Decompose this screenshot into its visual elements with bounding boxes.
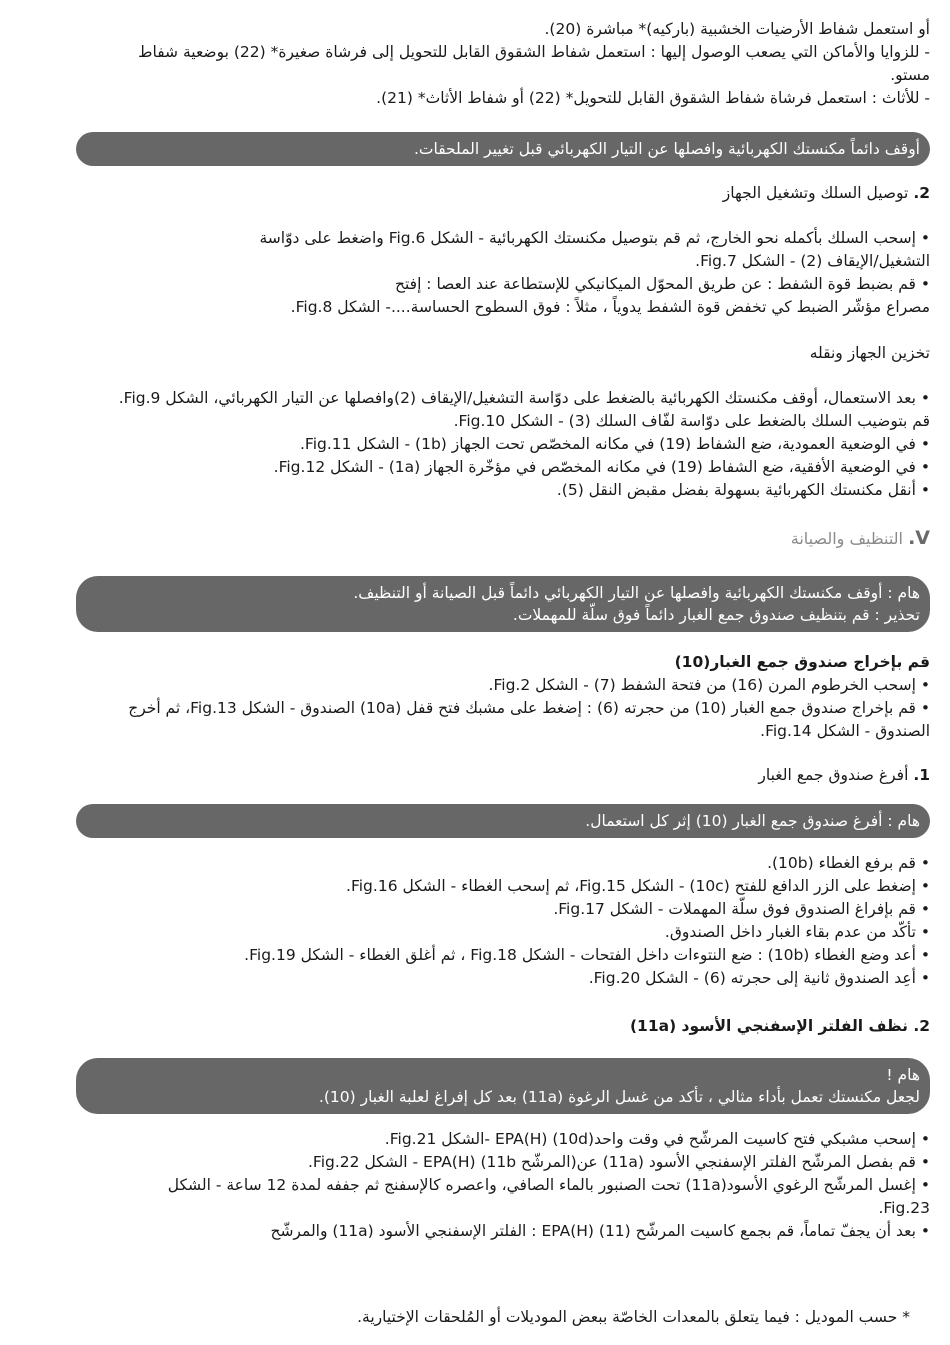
banner-text: هام ! [886, 1066, 920, 1084]
section-heading-cleaning [791, 527, 930, 550]
filter-line: • إسحب مشبكي فتح كاسيت المرشّح في وقت واحد(10d) EPA(H) -الشكل 21.Fig. [384, 1130, 930, 1148]
heading-text: أفرغ صندوق جمع الغبار [758, 766, 909, 784]
heading-empty-box [758, 764, 930, 786]
filter-line: 23.Fig. [878, 1199, 930, 1217]
storage-line: • أنقل مكنستك الكهربائية بسهولة بفضل مقبض النقل (5). [556, 481, 930, 499]
heading-text: توصيل السلك وتشغيل الجهاز [722, 184, 909, 202]
heading-number: 2. [913, 1017, 930, 1035]
banner-text: لجعل مكنستك تعمل بأداء مثالي ، تأكد من غسل الرغوة (11a) بعد كل إفراغ لعلبة الغبار (10). [318, 1088, 920, 1106]
storage-line: • في الوضعية الأفقية، ضع الشفاط (19) في مكانه المخصّص في مؤخّرة الجهاز (1a) - الشكل 12.Fig. [273, 458, 930, 476]
intro-line: - للزوايا والأماكن التي يصعب الوصول إليها : استعمل شفاط الشقوق القابل للتحويل إلى فرشاة صغيرة* (22) بوضعية شفاط [138, 43, 930, 61]
warning-banner-maintenance [76, 576, 930, 632]
warning-banner-empty [76, 804, 930, 838]
connect-block [20, 227, 930, 319]
filter-line: • إغسل المرشّح الرغوي الأسود(11a) تحت الصنبور بالماء الصافي، واعصره كالإسفنج ثم جففه لمدة 12 ساعة - الشكل [167, 1176, 930, 1194]
heading-storage: تخزين الجهاز ونقله [809, 344, 930, 362]
empty-line: • إضغط على الزر الدافع للفتح (10c) - الشكل 15.Fig، ثم إسحب الغطاء - الشكل 16.Fig. [346, 877, 930, 895]
banner-text: تحذير : قم بتنظيف صندوق جمع الغبار دائماً فوق سلّة للمهملات. [512, 606, 920, 624]
connect-line: مصراع مؤشّر الضبط كي تخفض قوة الشفط يدوياً ، مثلاً : فوق السطوح الحساسة....- الشكل 8.Fig. [290, 298, 930, 316]
section-number: V. [908, 527, 930, 549]
section-title: التنظيف والصيانة [790, 529, 903, 548]
empty-line: • أعد وضع الغطاء (10b) : ضع النتوءات داخل الفتحات - الشكل 18.Fig ، ثم أغلق الغطاء - الشكل 19.Fig. [244, 946, 930, 964]
remove-title: قم بإخراج صندوق جمع الغبار(10) [674, 653, 930, 671]
intro-line: - للأثاث : استعمل فرشاة شفاط الشقوق القابل للتحويل* (22) أو شفاط الأثاث* (21). [376, 89, 930, 107]
empty-line: • قم بإفراغ الصندوق فوق سلّة المهملات - الشكل 17.Fig. [553, 900, 930, 918]
connect-line: التشغيل/الإيقاف (2) - الشكل 7.Fig. [695, 252, 930, 270]
heading-number: 1. [913, 766, 930, 784]
remove-line: الصندوق - الشكل 14.Fig. [760, 722, 930, 740]
empty-line: • تأكّد من عدم بقاء الغبار داخل الصندوق. [664, 923, 930, 941]
heading-text: نظف الفلتر الإسفنجي الأسود (11a) [629, 1017, 908, 1035]
filter-line: • قم بفصل المرشّح الفلتر الإسفنجي الأسود (11a) عن(المرشّح 11b) EPA(H) - الشكل 22.Fig. [307, 1153, 930, 1171]
connect-line: • قم بضبط قوة الشفط : عن طريق المحوّل الميكانيكي للإستطاعة عند العصا : إفتح [394, 275, 930, 293]
banner-text: هام : أوقف مكنستك الكهربائية وافصلها عن التيار الكهربائي دائماً قبل الصيانة أو التنظيف. [353, 584, 920, 602]
warning-banner-accessories [76, 132, 930, 166]
intro-line: مستو. [890, 66, 930, 84]
connect-line: • إسحب السلك بأكمله نحو الخارج، ثم قم بتوصيل مكنستك الكهربائية - الشكل Fig.6 واضغط على دوّاسة [259, 229, 930, 247]
storage-block [20, 387, 930, 502]
empty-line: • قم برفع الغطاء (10b). [767, 854, 930, 872]
banner-text: أوقف دائماً مكنستك الكهربائية وافصلها عن التيار الكهربائي قبل تغيير الملحقات. [413, 140, 920, 158]
warning-banner-filter [76, 1058, 930, 1114]
remove-line: • إسحب الخرطوم المرن (16) من فتحة الشفط (7) - الشكل 2.Fig. [488, 676, 930, 694]
empty-block [20, 852, 930, 990]
heading-connect [723, 182, 930, 204]
banner-text: هام : أفرغ صندوق جمع الغبار (10) إثر كل استعمال. [585, 812, 920, 830]
intro-line: أو استعمل شفاط الأرضيات الخشبية (باركيه)* مباشرة (20). [544, 20, 930, 38]
storage-line: • في الوضعية العمودية، ضع الشفاط (19) في مكانه المخصّص تحت الجهاز (1b) - الشكل 11.Fig. [299, 435, 930, 453]
storage-line: • بعد الاستعمال، أوقف مكنستك الكهربائية بالضغط على دوّاسة التشغيل/الإيقاف (2)وافصلها عن التيار الكهربائي، الشكل 9.Fig. [118, 389, 930, 407]
heading-clean-filter [630, 1015, 930, 1037]
remove-box-block [20, 651, 930, 743]
filter-block [20, 1128, 930, 1243]
storage-line: قم بتوضيب السلك بالضغط على دوّاسة لفّاف السلك (3) - الشكل 10.Fig. [453, 412, 930, 430]
remove-line: • قم بإخراج صندوق جمع الغبار (10) من حجرته (6) : إضغط على مشبك فتح قفل (10a) الصندوق - الشكل 13.Fig، ثم أخرج [128, 699, 930, 717]
intro-block [20, 18, 930, 110]
filter-line: • بعد أن يجفّ تماماً، قم بجمع كاسيت المرشّح (11) EPA(H) : الفلتر الإسفنجي الأسود (11a) والمرشّح [270, 1222, 930, 1240]
heading-number: 2. [913, 184, 930, 202]
footnote: * حسب الموديل : فيما يتعلق بالمعدات الخاصّة ببعض الموديلات أو المُلحقات الإختيارية. [357, 1308, 910, 1326]
empty-line: • أعِد الصندوق ثانية إلى حجرته (6) - الشكل 20.Fig. [588, 969, 930, 987]
